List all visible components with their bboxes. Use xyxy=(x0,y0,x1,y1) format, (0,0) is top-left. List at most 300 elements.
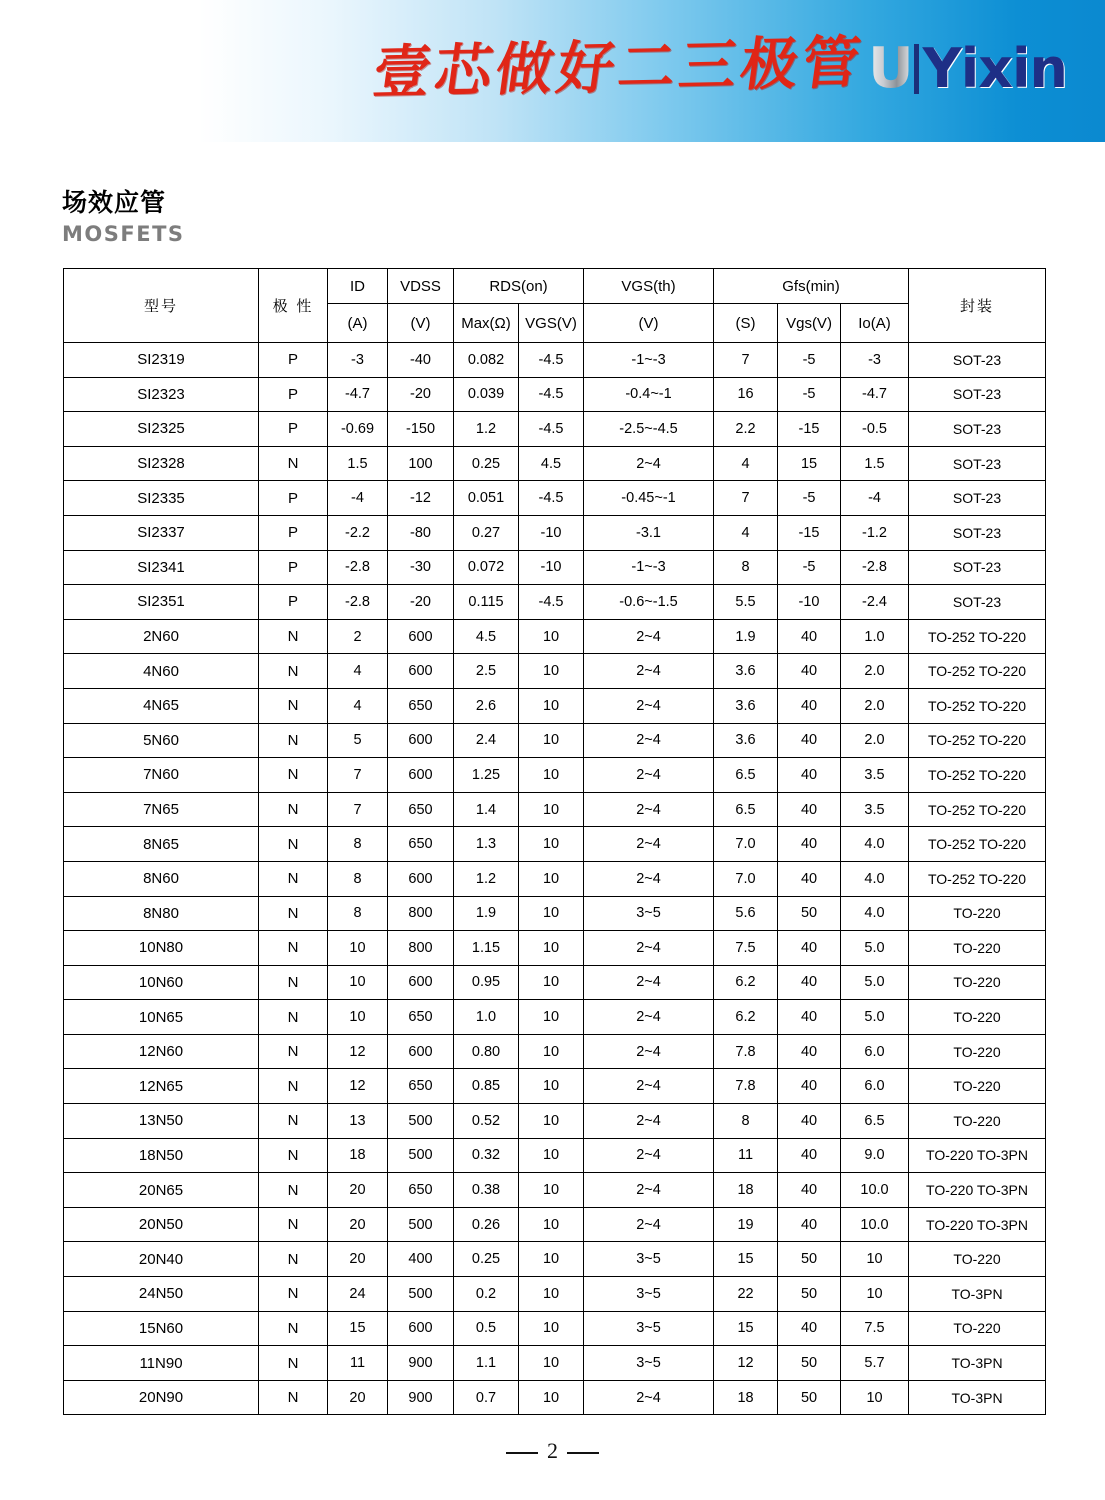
cell-vgs-th: 2~4 xyxy=(584,446,714,481)
cell-gfs-s: 2.2 xyxy=(714,412,778,447)
cell-gfs-vgs: 40 xyxy=(778,965,841,1000)
table-row xyxy=(64,827,1046,862)
cell-rds-vgs: 10 xyxy=(519,1104,584,1139)
cell-gfs-s: 7.0 xyxy=(714,861,778,896)
cell-polarity: N xyxy=(259,1207,328,1242)
cell-vdss: -30 xyxy=(388,550,454,585)
cell-id: 12 xyxy=(328,1069,388,1104)
page-footer xyxy=(0,1438,1105,1464)
cell-rds-max: 1.9 xyxy=(454,896,519,931)
cell-vdss: 650 xyxy=(388,688,454,723)
cell-polarity: N xyxy=(259,1242,328,1277)
cell-package: TO-252 TO-220 xyxy=(909,758,1046,793)
section-title-en: MOSFETS xyxy=(62,222,185,246)
footer-dash-left xyxy=(506,1452,538,1454)
cell-gfs-io: 10 xyxy=(841,1380,909,1415)
cell-model: 24N50 xyxy=(64,1277,259,1312)
cell-id: 20 xyxy=(328,1242,388,1277)
cell-vgs-th: -1~-3 xyxy=(584,343,714,378)
col-header-id: ID xyxy=(328,269,388,304)
cell-vgs-th: 2~4 xyxy=(584,1000,714,1035)
col-header-gfs-vgs: Vgs(V) xyxy=(778,304,841,343)
cell-gfs-vgs: 40 xyxy=(778,1207,841,1242)
cell-rds-vgs: 10 xyxy=(519,758,584,793)
cell-package: TO-252 TO-220 xyxy=(909,792,1046,827)
cell-package: SOT-23 xyxy=(909,446,1046,481)
cell-rds-vgs: 10 xyxy=(519,619,584,654)
cell-id: -4 xyxy=(328,481,388,516)
cell-gfs-vgs: 50 xyxy=(778,1346,841,1381)
cell-vgs-th: 2~4 xyxy=(584,1138,714,1173)
cell-gfs-s: 6.5 xyxy=(714,792,778,827)
cell-model: 13N50 xyxy=(64,1104,259,1139)
cell-vgs-th: 2~4 xyxy=(584,1380,714,1415)
cell-model: 8N60 xyxy=(64,861,259,896)
cell-rds-vgs: 10 xyxy=(519,1346,584,1381)
cell-gfs-io: 9.0 xyxy=(841,1138,909,1173)
cell-vdss: -150 xyxy=(388,412,454,447)
cell-rds-max: 1.0 xyxy=(454,1000,519,1035)
cell-id: 4 xyxy=(328,688,388,723)
table-row xyxy=(64,758,1046,793)
cell-vgs-th: 2~4 xyxy=(584,1104,714,1139)
cell-model: 20N65 xyxy=(64,1173,259,1208)
col-header-vdss-unit: (V) xyxy=(388,304,454,343)
cell-vdss: 600 xyxy=(388,723,454,758)
cell-polarity: N xyxy=(259,1069,328,1104)
cell-rds-vgs: 10 xyxy=(519,827,584,862)
cell-gfs-io: 5.0 xyxy=(841,1000,909,1035)
cell-rds-vgs: 10 xyxy=(519,861,584,896)
cell-rds-vgs: 10 xyxy=(519,654,584,689)
table-row xyxy=(64,723,1046,758)
cell-gfs-vgs: 40 xyxy=(778,861,841,896)
cell-vgs-th: -0.45~-1 xyxy=(584,481,714,516)
cell-rds-max: 0.26 xyxy=(454,1207,519,1242)
cell-package: TO-220 TO-3PN xyxy=(909,1173,1046,1208)
cell-polarity: P xyxy=(259,550,328,585)
cell-id: 8 xyxy=(328,896,388,931)
cell-polarity: P xyxy=(259,481,328,516)
cell-vgs-th: -3.1 xyxy=(584,515,714,550)
cell-rds-vgs: -10 xyxy=(519,515,584,550)
cell-id: 2 xyxy=(328,619,388,654)
cell-gfs-vgs: 40 xyxy=(778,931,841,966)
cell-rds-vgs: 10 xyxy=(519,1242,584,1277)
cell-polarity: N xyxy=(259,1000,328,1035)
col-header-rds-on: RDS(on) xyxy=(454,269,584,304)
cell-model: 7N65 xyxy=(64,792,259,827)
table-row xyxy=(64,1346,1046,1381)
cell-polarity: N xyxy=(259,861,328,896)
cell-id: 11 xyxy=(328,1346,388,1381)
cell-vgs-th: -0.6~-1.5 xyxy=(584,585,714,620)
cell-gfs-io: 7.5 xyxy=(841,1311,909,1346)
cell-vdss: 500 xyxy=(388,1138,454,1173)
cell-id: 7 xyxy=(328,792,388,827)
cell-rds-vgs: 10 xyxy=(519,1000,584,1035)
cell-vgs-th: 2~4 xyxy=(584,619,714,654)
cell-gfs-s: 5.6 xyxy=(714,896,778,931)
cell-gfs-s: 6.2 xyxy=(714,965,778,1000)
cell-vdss: -20 xyxy=(388,585,454,620)
cell-model: SI2337 xyxy=(64,515,259,550)
cell-package: SOT-23 xyxy=(909,343,1046,378)
cell-package: TO-220 xyxy=(909,965,1046,1000)
cell-id: 1.5 xyxy=(328,446,388,481)
cell-package: TO-252 TO-220 xyxy=(909,723,1046,758)
cell-package: SOT-23 xyxy=(909,412,1046,447)
cell-gfs-vgs: 40 xyxy=(778,1000,841,1035)
table-row xyxy=(64,515,1046,550)
cell-model: 4N60 xyxy=(64,654,259,689)
cell-gfs-s: 7.8 xyxy=(714,1034,778,1069)
cell-polarity: N xyxy=(259,1346,328,1381)
cell-rds-max: 4.5 xyxy=(454,619,519,654)
cell-id: 24 xyxy=(328,1277,388,1312)
cell-vdss: 800 xyxy=(388,931,454,966)
cell-model: 8N65 xyxy=(64,827,259,862)
cell-gfs-io: -0.5 xyxy=(841,412,909,447)
cell-model: 20N40 xyxy=(64,1242,259,1277)
company-logo xyxy=(868,36,1067,101)
cell-gfs-s: 3.6 xyxy=(714,688,778,723)
cell-model: SI2319 xyxy=(64,343,259,378)
cell-rds-vgs: 4.5 xyxy=(519,446,584,481)
cell-rds-max: 1.2 xyxy=(454,861,519,896)
banner-slogan: 壹芯做好二三极管 xyxy=(369,29,868,106)
cell-id: 20 xyxy=(328,1207,388,1242)
cell-gfs-vgs: -5 xyxy=(778,481,841,516)
cell-vdss: -12 xyxy=(388,481,454,516)
cell-vdss: 600 xyxy=(388,965,454,1000)
cell-rds-max: 0.072 xyxy=(454,550,519,585)
cell-vdss: 600 xyxy=(388,861,454,896)
cell-gfs-io: 1.0 xyxy=(841,619,909,654)
cell-polarity: N xyxy=(259,896,328,931)
cell-gfs-vgs: 40 xyxy=(778,688,841,723)
cell-rds-max: 0.039 xyxy=(454,377,519,412)
cell-model: SI2351 xyxy=(64,585,259,620)
cell-id: 20 xyxy=(328,1173,388,1208)
cell-gfs-io: 5.7 xyxy=(841,1346,909,1381)
cell-rds-max: 0.5 xyxy=(454,1311,519,1346)
cell-model: 20N50 xyxy=(64,1207,259,1242)
cell-model: 20N90 xyxy=(64,1380,259,1415)
cell-polarity: N xyxy=(259,965,328,1000)
cell-vdss: 900 xyxy=(388,1346,454,1381)
cell-polarity: N xyxy=(259,688,328,723)
cell-id: 4 xyxy=(328,654,388,689)
table-row xyxy=(64,412,1046,447)
col-header-package: 封装 xyxy=(909,269,1046,343)
cell-model: SI2323 xyxy=(64,377,259,412)
table-row xyxy=(64,861,1046,896)
cell-id: 10 xyxy=(328,1000,388,1035)
cell-gfs-s: 7.5 xyxy=(714,931,778,966)
table-row xyxy=(64,1138,1046,1173)
cell-vgs-th: 2~4 xyxy=(584,1034,714,1069)
cell-vdss: 600 xyxy=(388,619,454,654)
cell-rds-max: 0.38 xyxy=(454,1173,519,1208)
cell-model: SI2341 xyxy=(64,550,259,585)
col-header-gfs-io: Io(A) xyxy=(841,304,909,343)
cell-gfs-io: 2.0 xyxy=(841,654,909,689)
cell-rds-vgs: 10 xyxy=(519,931,584,966)
table-row xyxy=(64,446,1046,481)
cell-gfs-s: 7 xyxy=(714,343,778,378)
cell-package: TO-220 xyxy=(909,1069,1046,1104)
cell-vgs-th: 3~5 xyxy=(584,896,714,931)
col-header-vdss: VDSS xyxy=(388,269,454,304)
cell-polarity: P xyxy=(259,585,328,620)
table-header xyxy=(64,269,1046,343)
cell-vdss: 500 xyxy=(388,1104,454,1139)
cell-model: 18N50 xyxy=(64,1138,259,1173)
cell-rds-max: 0.95 xyxy=(454,965,519,1000)
cell-gfs-vgs: 40 xyxy=(778,723,841,758)
cell-gfs-s: 7.0 xyxy=(714,827,778,862)
cell-gfs-s: 3.6 xyxy=(714,654,778,689)
cell-gfs-io: 10 xyxy=(841,1242,909,1277)
cell-vgs-th: 2~4 xyxy=(584,1069,714,1104)
cell-rds-max: 1.15 xyxy=(454,931,519,966)
table-row xyxy=(64,965,1046,1000)
cell-vgs-th: 2~4 xyxy=(584,723,714,758)
cell-package: TO-252 TO-220 xyxy=(909,619,1046,654)
cell-package: TO-220 xyxy=(909,931,1046,966)
cell-id: -3 xyxy=(328,343,388,378)
cell-gfs-s: 1.9 xyxy=(714,619,778,654)
cell-vgs-th: -1~-3 xyxy=(584,550,714,585)
cell-rds-vgs: -4.5 xyxy=(519,412,584,447)
cell-package: SOT-23 xyxy=(909,481,1046,516)
cell-vdss: 650 xyxy=(388,1069,454,1104)
cell-rds-max: 0.2 xyxy=(454,1277,519,1312)
cell-vdss: 600 xyxy=(388,1311,454,1346)
cell-polarity: N xyxy=(259,1380,328,1415)
col-header-vgs-th: VGS(th) xyxy=(584,269,714,304)
table-row xyxy=(64,1034,1046,1069)
cell-rds-vgs: -4.5 xyxy=(519,585,584,620)
cell-vdss: -20 xyxy=(388,377,454,412)
cell-gfs-vgs: -5 xyxy=(778,343,841,378)
cell-rds-vgs: 10 xyxy=(519,1311,584,1346)
cell-id: -2.8 xyxy=(328,550,388,585)
cell-package: TO-3PN xyxy=(909,1277,1046,1312)
table-row xyxy=(64,931,1046,966)
cell-polarity: N xyxy=(259,758,328,793)
footer-dash-right xyxy=(567,1452,599,1454)
cell-rds-max: 0.051 xyxy=(454,481,519,516)
cell-polarity: N xyxy=(259,792,328,827)
table-row xyxy=(64,792,1046,827)
cell-gfs-io: -1.2 xyxy=(841,515,909,550)
cell-package: TO-252 TO-220 xyxy=(909,827,1046,862)
cell-package: TO-220 TO-3PN xyxy=(909,1138,1046,1173)
cell-vgs-th: 2~4 xyxy=(584,1207,714,1242)
cell-gfs-vgs: 40 xyxy=(778,1104,841,1139)
cell-gfs-s: 8 xyxy=(714,1104,778,1139)
cell-gfs-s: 16 xyxy=(714,377,778,412)
cell-vgs-th: 2~4 xyxy=(584,654,714,689)
mosfet-spec-table-wrapper xyxy=(63,268,1045,1415)
cell-gfs-io: 3.5 xyxy=(841,792,909,827)
cell-rds-max: 2.6 xyxy=(454,688,519,723)
cell-rds-max: 0.082 xyxy=(454,343,519,378)
cell-rds-vgs: 10 xyxy=(519,1207,584,1242)
cell-model: 12N60 xyxy=(64,1034,259,1069)
table-row xyxy=(64,1380,1046,1415)
cell-package: TO-3PN xyxy=(909,1346,1046,1381)
cell-vgs-th: 3~5 xyxy=(584,1277,714,1312)
cell-id: -4.7 xyxy=(328,377,388,412)
cell-polarity: N xyxy=(259,1173,328,1208)
cell-package: TO-252 TO-220 xyxy=(909,861,1046,896)
cell-gfs-io: 4.0 xyxy=(841,896,909,931)
cell-package: TO-252 TO-220 xyxy=(909,654,1046,689)
cell-vdss: 500 xyxy=(388,1277,454,1312)
cell-vdss: 650 xyxy=(388,1173,454,1208)
cell-vdss: 650 xyxy=(388,1000,454,1035)
cell-rds-max: 1.1 xyxy=(454,1346,519,1381)
cell-rds-vgs: 10 xyxy=(519,1277,584,1312)
cell-package: TO-220 xyxy=(909,1104,1046,1139)
cell-rds-max: 1.25 xyxy=(454,758,519,793)
cell-package: TO-220 xyxy=(909,1242,1046,1277)
cell-gfs-io: 2.0 xyxy=(841,723,909,758)
cell-vgs-th: 3~5 xyxy=(584,1346,714,1381)
cell-gfs-s: 7.8 xyxy=(714,1069,778,1104)
cell-gfs-s: 22 xyxy=(714,1277,778,1312)
table-row xyxy=(64,1311,1046,1346)
cell-gfs-s: 7 xyxy=(714,481,778,516)
table-row xyxy=(64,1000,1046,1035)
cell-gfs-s: 15 xyxy=(714,1311,778,1346)
cell-rds-vgs: -4.5 xyxy=(519,377,584,412)
cell-gfs-io: 10.0 xyxy=(841,1173,909,1208)
cell-gfs-vgs: 50 xyxy=(778,896,841,931)
cell-gfs-vgs: 40 xyxy=(778,758,841,793)
cell-rds-vgs: 10 xyxy=(519,1069,584,1104)
cell-id: 18 xyxy=(328,1138,388,1173)
cell-vgs-th: -2.5~-4.5 xyxy=(584,412,714,447)
cell-model: 11N90 xyxy=(64,1346,259,1381)
cell-gfs-vgs: -5 xyxy=(778,377,841,412)
section-title-cn: 场效应管 xyxy=(62,188,167,217)
cell-rds-max: 2.5 xyxy=(454,654,519,689)
cell-package: TO-220 xyxy=(909,1034,1046,1069)
cell-gfs-s: 8 xyxy=(714,550,778,585)
cell-gfs-s: 18 xyxy=(714,1173,778,1208)
cell-rds-max: 1.3 xyxy=(454,827,519,862)
cell-polarity: N xyxy=(259,1277,328,1312)
cell-vgs-th: 2~4 xyxy=(584,931,714,966)
cell-gfs-s: 5.5 xyxy=(714,585,778,620)
table-row xyxy=(64,481,1046,516)
cell-gfs-io: 5.0 xyxy=(841,931,909,966)
cell-package: TO-252 TO-220 xyxy=(909,688,1046,723)
cell-gfs-io: 5.0 xyxy=(841,965,909,1000)
cell-rds-vgs: 10 xyxy=(519,1380,584,1415)
cell-gfs-vgs: 40 xyxy=(778,827,841,862)
cell-rds-max: 1.4 xyxy=(454,792,519,827)
cell-gfs-vgs: 50 xyxy=(778,1380,841,1415)
cell-gfs-vgs: -5 xyxy=(778,550,841,585)
cell-rds-max: 0.7 xyxy=(454,1380,519,1415)
cell-vgs-th: 2~4 xyxy=(584,1173,714,1208)
cell-id: 7 xyxy=(328,758,388,793)
cell-gfs-s: 6.5 xyxy=(714,758,778,793)
cell-rds-max: 0.52 xyxy=(454,1104,519,1139)
cell-polarity: N xyxy=(259,654,328,689)
cell-vdss: 800 xyxy=(388,896,454,931)
cell-id: -2.2 xyxy=(328,515,388,550)
cell-rds-vgs: 10 xyxy=(519,792,584,827)
cell-id: -0.69 xyxy=(328,412,388,447)
table-row xyxy=(64,377,1046,412)
cell-gfs-io: -3 xyxy=(841,343,909,378)
cell-gfs-s: 6.2 xyxy=(714,1000,778,1035)
cell-model: SI2335 xyxy=(64,481,259,516)
cell-polarity: P xyxy=(259,343,328,378)
cell-gfs-io: -2.8 xyxy=(841,550,909,585)
cell-model: 15N60 xyxy=(64,1311,259,1346)
cell-gfs-vgs: -15 xyxy=(778,412,841,447)
cell-gfs-io: 1.5 xyxy=(841,446,909,481)
cell-polarity: N xyxy=(259,931,328,966)
cell-gfs-s: 3.6 xyxy=(714,723,778,758)
cell-model: 10N65 xyxy=(64,1000,259,1035)
cell-polarity: N xyxy=(259,1138,328,1173)
cell-vdss: 400 xyxy=(388,1242,454,1277)
cell-rds-max: 0.80 xyxy=(454,1034,519,1069)
cell-gfs-s: 11 xyxy=(714,1138,778,1173)
cell-polarity: N xyxy=(259,827,328,862)
cell-gfs-io: 3.5 xyxy=(841,758,909,793)
cell-polarity: N xyxy=(259,619,328,654)
cell-vgs-th: 3~5 xyxy=(584,1311,714,1346)
cell-gfs-vgs: 40 xyxy=(778,619,841,654)
cell-polarity: N xyxy=(259,1311,328,1346)
cell-rds-vgs: 10 xyxy=(519,896,584,931)
table-row xyxy=(64,1173,1046,1208)
cell-vdss: -40 xyxy=(388,343,454,378)
cell-vdss: 600 xyxy=(388,758,454,793)
cell-package: SOT-23 xyxy=(909,377,1046,412)
col-header-polarity: 极 性 xyxy=(259,269,328,343)
cell-gfs-io: 6.0 xyxy=(841,1069,909,1104)
cell-gfs-s: 4 xyxy=(714,446,778,481)
cell-vgs-th: 2~4 xyxy=(584,758,714,793)
logo-wordmark: Yixin xyxy=(922,37,1067,100)
cell-package: TO-3PN xyxy=(909,1380,1046,1415)
cell-id: 13 xyxy=(328,1104,388,1139)
cell-vgs-th: 2~4 xyxy=(584,792,714,827)
cell-gfs-vgs: 15 xyxy=(778,446,841,481)
cell-package: TO-220 xyxy=(909,1000,1046,1035)
cell-polarity: N xyxy=(259,1104,328,1139)
cell-vdss: -80 xyxy=(388,515,454,550)
col-header-rds-vgs: VGS(V) xyxy=(519,304,584,343)
cell-id: 10 xyxy=(328,931,388,966)
cell-rds-max: 1.2 xyxy=(454,412,519,447)
cell-gfs-s: 4 xyxy=(714,515,778,550)
cell-gfs-io: 10 xyxy=(841,1277,909,1312)
cell-vdss: 500 xyxy=(388,1207,454,1242)
cell-rds-vgs: 10 xyxy=(519,1034,584,1069)
cell-gfs-vgs: 40 xyxy=(778,792,841,827)
